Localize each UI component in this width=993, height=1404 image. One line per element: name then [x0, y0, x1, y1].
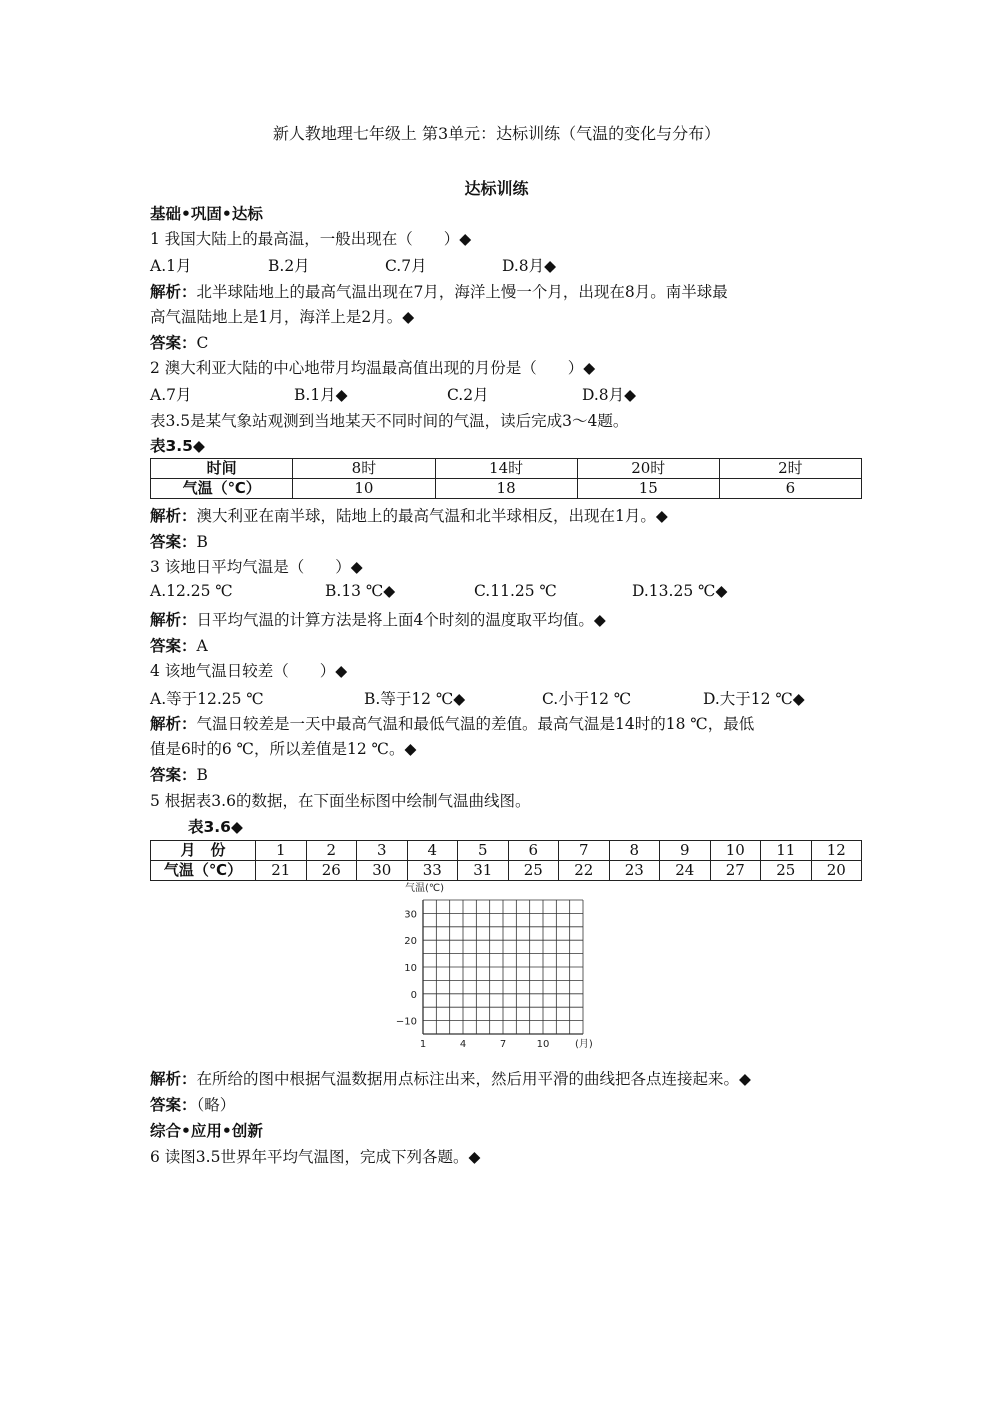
q1-option-a: A.1月: [150, 257, 192, 275]
table-header-temp: 气温（℃）: [151, 861, 256, 881]
q3-analysis: [150, 609, 606, 631]
table-cell: 8: [609, 841, 660, 861]
table-cell: 21: [256, 861, 307, 881]
table-cell: 10: [710, 841, 761, 861]
table-cell: 27: [710, 861, 761, 881]
y-tick-label: 0: [410, 989, 417, 1001]
answer-label: 答案：: [150, 637, 197, 655]
table-cell: 26: [306, 861, 357, 881]
y-tick-label: 20: [404, 936, 417, 948]
table-3-5: [150, 458, 862, 499]
y-tick-label: 30: [404, 909, 417, 921]
table-cell: 14时: [435, 459, 577, 479]
table-cell: 1: [256, 841, 307, 861]
table-cell: 9: [660, 841, 711, 861]
q4-answer-value: B: [196, 766, 208, 784]
table36-caption: 表3.6◆: [188, 818, 243, 836]
q2-answer: [150, 531, 208, 553]
q5-answer: [150, 1094, 235, 1116]
q1-answer: [150, 332, 208, 354]
table-cell: 12: [811, 841, 862, 861]
q2-analysis: [150, 505, 668, 527]
chart-xlabel: (月): [575, 1039, 593, 1050]
table-cell: 31: [458, 861, 509, 881]
table-row: [151, 861, 862, 881]
x-tick-label: 10: [536, 1039, 550, 1050]
table-row: [151, 479, 862, 499]
q1-analysis-line2: 高气温陆地上是1月，海洋上是2月。◆: [150, 308, 415, 326]
q1-stem: 1 我国大陆上的最高温，一般出现在（ ）◆: [150, 230, 472, 248]
answer-label: 答案：: [150, 1096, 197, 1114]
table-cell: 4: [407, 841, 458, 861]
table35-caption: 表3.5◆: [150, 437, 205, 455]
q2-stem: 2 澳大利亚大陆的中心地带月均温最高值出现的月份是（ ）◆: [150, 359, 596, 377]
q5-stem: 5 根据表3.6的数据，在下面坐标图中绘制气温曲线图。: [150, 792, 531, 810]
q3-option-b: B.13 ℃◆: [325, 582, 396, 600]
q4-stem: 4 该地气温日较差（ ）◆: [150, 662, 348, 680]
q5-analysis: [150, 1068, 751, 1090]
table-cell: 2: [306, 841, 357, 861]
table-cell: 33: [407, 861, 458, 881]
q2-option-a: A.7月: [150, 386, 192, 404]
q2-analysis-text: 澳大利亚在南半球，陆地上的最高气温和北半球相反，出现在1月。◆: [196, 507, 668, 525]
table-cell: 15: [577, 479, 719, 499]
q3-option-a: A.12.25 ℃: [150, 582, 233, 600]
q1-option-d: D.8月◆: [502, 257, 557, 275]
q4-analysis-line1: [150, 713, 754, 735]
table-header-time: 时间: [151, 459, 293, 479]
table-cell: 5: [458, 841, 509, 861]
table-cell: 6: [719, 479, 861, 499]
table-row: [151, 459, 862, 479]
section-advanced-heading: 综合•应用•创新: [150, 1122, 263, 1140]
table-cell: 25: [761, 861, 812, 881]
temperature-grid-chart: [395, 880, 605, 1055]
q4-option-b: B.等于12 ℃◆: [364, 690, 466, 708]
q4-option-a: A.等于12.25 ℃: [150, 690, 264, 708]
table-cell: 3: [357, 841, 408, 861]
table-cell: 11: [761, 841, 812, 861]
answer-label: 答案：: [150, 334, 197, 352]
q4-answer: [150, 764, 208, 786]
q1-analysis-text: 北半球陆地上的最高气温出现在7月，海洋上慢一个月，出现在8月。南半球最: [196, 283, 728, 301]
q1-option-c: C.7月: [385, 257, 427, 275]
analysis-label: 解析：: [150, 507, 197, 525]
analysis-label: 解析：: [150, 715, 197, 733]
chart-grid: [423, 900, 583, 1034]
q3-option-c: C.11.25 ℃: [474, 582, 557, 600]
y-tick-label: 10: [404, 963, 417, 974]
table-3-6: [150, 840, 862, 881]
section-basic-heading: 基础•巩固•达标: [150, 205, 263, 223]
analysis-label: 解析：: [150, 283, 197, 301]
q5-answer-value: （略）: [196, 1096, 236, 1114]
q3-option-d: D.13.25 ℃◆: [632, 582, 728, 600]
document-title: 新人教地理七年级上 第3单元：达标训练（气温的变化与分布）: [272, 124, 721, 143]
x-tick-label: 4: [459, 1039, 467, 1050]
table-header-temp: 气温（℃）: [151, 479, 293, 499]
table-cell: 20时: [577, 459, 719, 479]
table-cell: 24: [660, 861, 711, 881]
table-cell: 8时: [293, 459, 435, 479]
q2-option-c: C.2月: [447, 386, 489, 404]
q2-answer-value: B: [196, 533, 208, 551]
table35-intro: 表3.5是某气象站观测到当地某天不同时间的气温，读后完成3～4题。: [150, 412, 629, 430]
q1-option-b: B.2月: [268, 257, 310, 275]
table-row: [151, 841, 862, 861]
q3-answer: [150, 635, 208, 657]
table-cell: 10: [293, 479, 435, 499]
table-cell: 23: [609, 861, 660, 881]
q4-analysis-text: 气温日较差是一天中最高气温和最低气温的差值。最高气温是14时的18 ℃，最低: [196, 715, 755, 733]
q6-stem: 6 读图3.5世界年平均气温图，完成下列各题。◆: [150, 1148, 481, 1166]
table-cell: 25: [508, 861, 559, 881]
table-cell: 30: [357, 861, 408, 881]
q3-analysis-text: 日平均气温的计算方法是将上面4个时刻的温度取平均值。◆: [196, 611, 606, 629]
answer-label: 答案：: [150, 533, 197, 551]
chart-ylabel: 气温(℃): [405, 883, 445, 894]
chart-y-axis: [396, 909, 417, 1027]
table-cell: 18: [435, 479, 577, 499]
answer-label: 答案：: [150, 766, 197, 784]
table-cell: 2时: [719, 459, 861, 479]
table-cell: 22: [559, 861, 610, 881]
x-tick-label: 7: [499, 1039, 507, 1050]
table-cell: 6: [508, 841, 559, 861]
q4-analysis-line2: 值是6时的6 ℃，所以差值是12 ℃。◆: [150, 740, 417, 758]
q4-option-c: C.小于12 ℃: [542, 690, 632, 708]
q4-option-d: D.大于12 ℃◆: [703, 690, 805, 708]
analysis-label: 解析：: [150, 1070, 197, 1088]
table-cell: 20: [811, 861, 862, 881]
q5-analysis-text: 在所给的图中根据气温数据用点标注出来，然后用平滑的曲线把各点连接起来。◆: [196, 1070, 751, 1088]
q1-answer-value: C: [196, 334, 209, 352]
q2-option-d: D.8月◆: [582, 386, 637, 404]
table-cell: 7: [559, 841, 610, 861]
y-tick-label: −10: [395, 1016, 417, 1028]
table-header-month: 月 份: [151, 841, 256, 861]
q2-option-b: B.1月◆: [294, 386, 348, 404]
q3-stem: 3 该地日平均气温是（ ）◆: [150, 558, 363, 576]
analysis-label: 解析：: [150, 611, 197, 629]
chart-x-axis: [420, 1039, 550, 1050]
q3-answer-value: A: [196, 637, 208, 655]
x-tick-label: 1: [419, 1039, 427, 1050]
q1-analysis-line1: [150, 281, 728, 303]
section-title: 达标训练: [464, 179, 529, 198]
